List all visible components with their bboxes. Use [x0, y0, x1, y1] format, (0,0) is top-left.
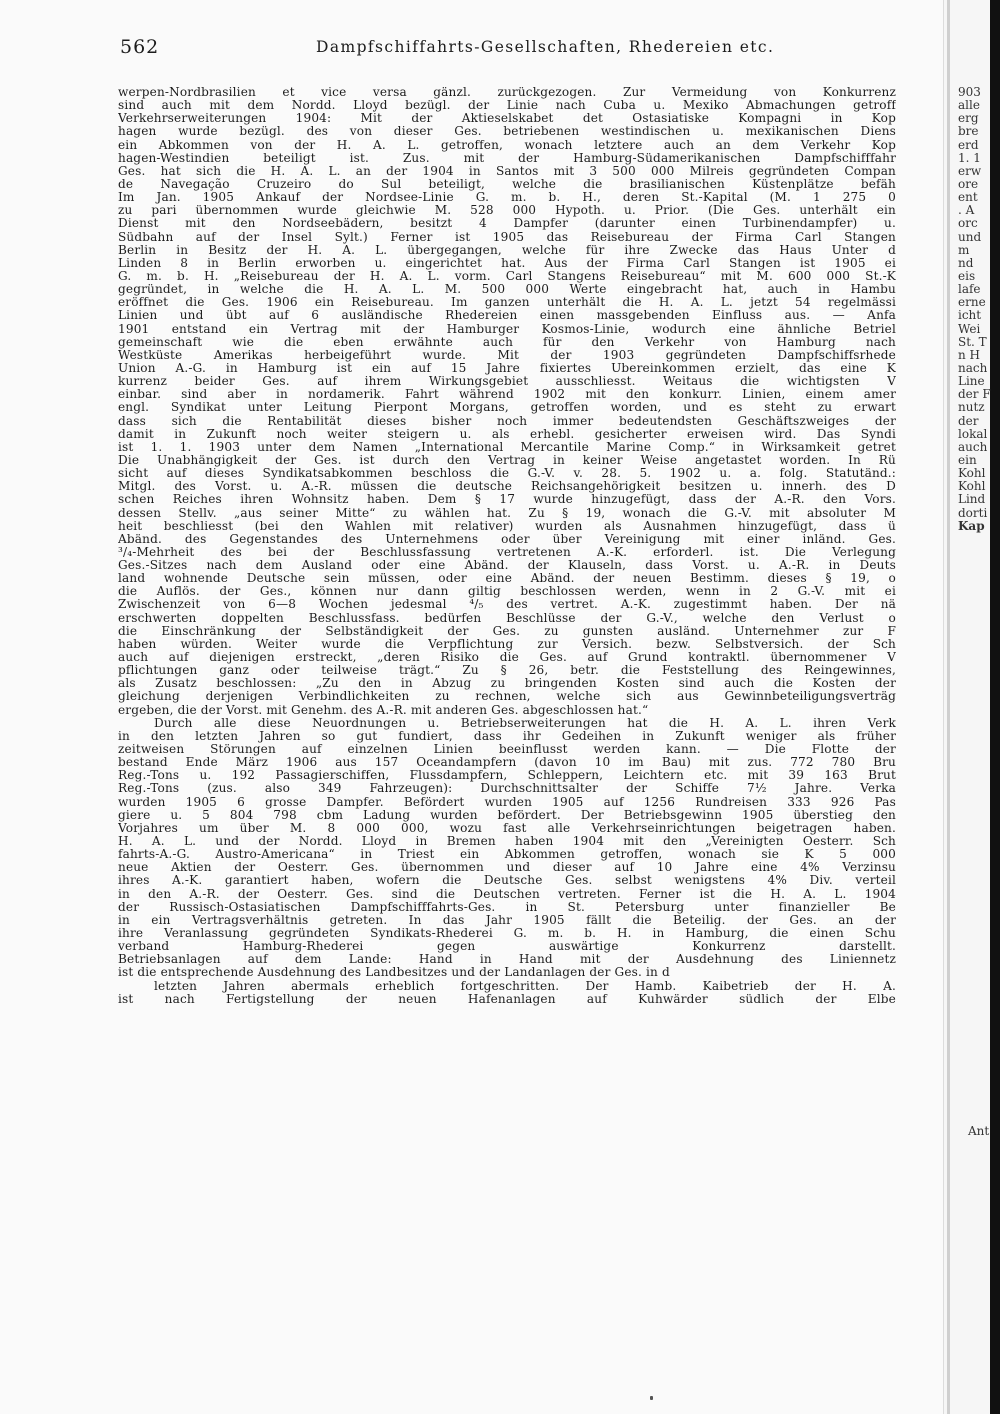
margin-fragment-line: alle — [958, 99, 980, 113]
text-line: Dienst mit den Nordseebädern, besitzt 4 Dampfer (darunter einen Turbinendampfer) u. — [118, 217, 896, 231]
margin-fragment-line: auch — [958, 440, 988, 454]
text-line: Linden 8 in Berlin erworben u. eingerichtet hat. Aus der Firma Carl Stangen ist 1905 ei — [118, 256, 896, 270]
text-line: ihre Veranlassung gegründeten Syndikats-Rhederei G. m. b. H. in Hamburg, die einen Schu — [118, 927, 896, 940]
margin-fragment-line: nutz — [958, 401, 985, 415]
text-line: in den A.-R. der Oesterr. Ges. sind die Deutschen vertreten. Ferner ist die H. A. L. 1904 — [118, 887, 896, 901]
text-line: de Navegação Cruzeiro do Sul beteiligt, welche die brasilianischen Küstenplätze befäh — [118, 177, 896, 191]
text-line: werpen-Nordbrasilien et vice versa gänzl. zurückgezogen. Zur Vermeidung von Konkurrenz — [118, 86, 896, 99]
text-line: 1901 entstand ein Vertrag mit der Hamburger Kosmos-Linie, wodurch eine ähnliche Betriel — [118, 322, 896, 336]
text-line: schen Reiches ihren Wohnsitz haben. Dem § 17 wurde hinzugefügt, dass der A.-R. den Vors. — [118, 493, 896, 507]
text-line: verband Hamburg-Rhederei gegen auswärtige Konkurrenz darstellt. — [118, 940, 896, 954]
margin-fragment-line: Line — [958, 375, 985, 389]
adjacent-page-fragment-bottom: Ant — [968, 1124, 990, 1138]
gutter-line — [947, 0, 950, 1414]
text-line: Westküste Amerikas herbeigeführt wurde. Mit der 1903 gegründeten Dampfschiffsrhede — [118, 348, 896, 362]
margin-fragment-line: und — [958, 230, 982, 244]
margin-fragment-line: 1. 1 — [958, 151, 981, 165]
text-line: ein Abkommen von der H. A. L. getroffen, wonach letztere auch an dem Verkehr Kop — [118, 138, 896, 152]
text-line: zeitweisen Störungen auf einzelnen Linien beeinflusst werden kann. — Die Flotte der — [118, 743, 896, 757]
text-line: heit beschliesst (bei den Wahlen mit relativer) wurden als Ausnahmen hinzugefügt, dass ü — [118, 519, 896, 533]
print-speck — [650, 1396, 653, 1400]
text-line: Durch alle diese Neuordnungen u. Betriebserweiterungen hat die H. A. L. ihren Verk — [154, 716, 896, 730]
margin-fragment-line: ein — [958, 453, 977, 467]
text-line: neue Aktien der Oesterr. Ges. übernommen und dieser auf 10 Jahre eine 4% Verzinsu — [118, 861, 896, 875]
text-line: gemeinschaft wie die eben erwähnte auch für den Verkehr von Hamburg nach — [118, 335, 896, 349]
margin-fragment-line: erw — [958, 164, 982, 178]
margin-fragment-line: der F — [958, 388, 991, 402]
text-line: die Einschränkung der Selbständigkeit der Ges. zu gunsten ausländ. Unternehmer zur F — [118, 624, 896, 638]
margin-fragment-line: 903 — [958, 86, 981, 99]
text-line: land wohnende Deutsche sein müssen, oder eine Abänd. der neuen Bestimm. dieses § 19, o — [118, 572, 896, 586]
text-line: Berlin in Besitz der H. A. L. übergegangen, welche für ihre Zwecke das Haus Unter d — [118, 243, 896, 257]
margin-fragment-line: nach — [958, 361, 988, 375]
text-line: haben würden. Weiter wurde die Verpflichtung zur Versich. bezw. Selbstversich. der Sch — [118, 637, 896, 651]
text-line: Vorjahres um über M. 8 000 000, wozu fast alle Verkehrseinrichtungen beigetragen haben. — [118, 821, 896, 835]
text-line: der Russisch-Ostasiatischen Dampfschifffahrts-Ges. in St. Petersburg unter finanzieller Be — [118, 900, 896, 914]
margin-fragment-line: Wei — [958, 322, 981, 336]
text-line: gegründet, in welche die H. A. L. M. 500 000 Werte eingebracht hat, auch in Hambu — [118, 283, 896, 297]
text-line: letzten Jahren abermals erheblich fortgeschritten. Der Hamb. Kaibetrieb der H. A. — [154, 979, 896, 993]
text-line: engl. Syndikat unter Leitung Pierpont Morgans, getroffen worden, und es steht zu erwart — [118, 401, 896, 415]
text-line: ist 1. 1. 1903 unter dem Namen „International Mercantile Marine Comp.“ in Wirksamkeit getret — [118, 440, 896, 454]
text-line: Zwischenzeit von 6—8 Wochen jedesmal ⁴/₅ des vertret. A.-K. zugestimmt haben. Der nä — [118, 598, 896, 612]
margin-fragment-line: eis — [958, 269, 976, 283]
text-line: hagen wurde bezügl. des von dieser Ges. betriebenen westindischen u. mexikanischen Diens — [118, 125, 896, 139]
text-line: die Auflös. der Ges., können nur dann giltig beschlossen werden, wenn in 2 G.-V. mit ei — [118, 585, 896, 599]
margin-fragment-line: Kohl — [958, 467, 986, 481]
margin-fragment-line: Kap — [958, 519, 985, 533]
margin-fragment-line: lokal — [958, 427, 988, 441]
text-line: ³/₄-Mehrheit des bei der Beschlussfassung vertretenen A.-K. erforderl. ist. Die Verlegung — [118, 545, 896, 559]
text-line: hagen-Westindien beteiligt ist. Zus. mit der Hamburg-Südamerikanischen Dampfschifffahr — [118, 151, 896, 165]
text-line: eröffnet die Ges. 1906 ein Reisebureau. Im ganzen unterhält die H. A. L. jetzt 54 regelmässi — [118, 296, 896, 310]
margin-fragment-line: nd — [958, 256, 974, 270]
text-line: Ges.-Sitzes nach dem Ausland oder eine Abänd. der Klauseln, dass Vorst. u. A.-R. in Deuts — [118, 559, 896, 573]
text-line: auch auf diejenigen erstreckt, „deren Risiko die Ges. auf Grund kontraktl. übernommener V — [118, 651, 896, 665]
text-line: ist nach Fertigstellung der neuen Hafenanlagen auf Kuhwärder südlich der Elbe — [118, 992, 896, 1006]
margin-fragment-line: n H — [958, 348, 981, 362]
text-line: dass sich die Rentabilität dieses bisher noch immer bedeutendsten Geschäftszweiges der — [118, 414, 896, 428]
text-line: erschwerten doppelten Beschlussfass. bedürfen Beschlüsse der G.-V., welche den Verlust o — [118, 611, 896, 625]
text-line: sind auch mit dem Nordd. Lloyd bezügl. der Linie nach Cuba u. Mexiko Abmachungen getroff — [118, 99, 896, 113]
text-line: ihres A.-K. garantiert haben, wofern die Deutsche Ges. selbst wenigstens 4% Div. verteil — [118, 874, 896, 888]
text-line: als Zusatz beschlossen: „Zu den in Abzug zu bringenden Kosten sind auch die Kosten der — [118, 677, 896, 691]
text-line: zu pari übernommen wurde gleichwie M. 528 000 Hypoth. u. Prior. (Die Ges. unterhält ein — [118, 204, 896, 218]
body-text — [118, 86, 896, 1006]
page-header — [120, 36, 890, 66]
text-line: in den letzten Jahren so gut fundiert, dass ihr Gedeihen in Zukunft weniger als früher — [118, 729, 896, 743]
text-line: Betriebsanlagen auf dem Lande: Hand in Hand mit der Ausdehnung des Liniennetz — [118, 953, 896, 967]
text-line: kurrenz beider Ges. auf ihrem Wirkungsgebiet ausschliesst. Weitaus die wichtigsten V — [118, 375, 896, 389]
margin-fragment-line: erg — [958, 112, 979, 126]
text-line: Union A.-G. in Hamburg ist ein auf 15 Jahre fixiertes Übereinkommen erzielt, das eine K — [118, 361, 896, 375]
running-title: Dampfschiffahrts-Gesellschaften, Rhedereien etc. — [316, 38, 775, 56]
text-line: fahrts-A.-G. Austro-Americana“ in Triest ein Abkommen getroffen, wonach sie K 5 000 — [118, 848, 896, 862]
text-line: Südbahn auf der Insel Sylt.) Ferner ist 1905 das Reisebureau der Firma Carl Stangen — [118, 230, 896, 244]
text-line: Im Jan. 1905 Ankauf der Nordsee-Linie G. m. b. H., deren St.-Kapital (M. 1 275 0 — [118, 191, 896, 205]
text-line: dessen Stellv. „aus seiner Mitte“ zu wählen hat. Zu § 19, wonach die G.-V. mit absoluter M — [118, 506, 896, 520]
margin-fragment-line: erd — [958, 138, 979, 152]
text-line: H. A. L. und der Nordd. Lloyd in Bremen haben 1904 mit den „Vereinigten Oesterr. Sch — [118, 835, 896, 849]
margin-fragment-line: der — [958, 414, 979, 428]
margin-fragment-line: Kohl — [958, 480, 986, 494]
text-line: bestand Ende März 1906 aus 157 Oceandampfern (davon 10 im Bau) mit zus. 772 780 Bru — [118, 756, 896, 770]
text-line: Ges. hat sich die H. A. L. an der 1904 in Santos mit 3 500 000 Milreis gegründeten Compan — [118, 164, 896, 178]
text-line: ergeben, die der Vorst. mit Genehm. des A.-R. mit anderen Ges. abgeschlossen hat.“ — [118, 703, 649, 717]
margin-fragment-line: ore — [958, 177, 979, 191]
text-line: G. m. b. H. „Reisebureau der H. A. L. vorm. Carl Stangens Reisebureau“ mit M. 600 000 St.-K — [118, 269, 896, 283]
margin-fragment-line: ent — [958, 191, 978, 205]
text-line: ist die entsprechende Ausdehnung des Landbesitzes und der Landanlagen der Ges. in d — [118, 966, 670, 980]
adjacent-page-fragment — [958, 86, 1000, 533]
margin-fragment-line: icht — [958, 309, 982, 323]
text-line: giere u. 5 804 798 cbm Ladung wurden befördert. Der Betriebsgewinn 1905 überstieg den — [118, 808, 896, 822]
page-number: 562 — [120, 36, 160, 58]
margin-fragment-line: Lind — [958, 493, 986, 507]
margin-fragment-line: lafe — [958, 283, 981, 297]
text-line: Die Unabhängigkeit der Ges. ist durch den Vertrag in keiner Weise angetastet worden. In Rü — [118, 453, 896, 467]
margin-fragment-line: bre — [958, 125, 979, 139]
margin-fragment-line: orc — [958, 217, 978, 231]
margin-fragment-line: . A — [958, 204, 975, 218]
text-line: wurden 1905 6 grosse Dampfer. Befördert wurden 1905 auf 1256 Rundreisen 333 926 Pas — [118, 795, 896, 809]
margin-fragment-line: erne — [958, 296, 986, 310]
text-line: Mitgl. des Vorst. u. A.-R. müssen die deutsche Reichsangehörigkeit besitzen u. innerh. des D — [118, 480, 896, 494]
text-line: gleichung derjenigen Verbindlichkeiten zu rechnen, welche sich aus Gewinnbeteiligungsverträg — [118, 690, 896, 704]
margin-fragment-line: St. T — [958, 335, 987, 349]
text-line: einbar. sind aber in nordamerik. Fahrt während 1902 mit den konkurr. Linien, einem amer — [118, 388, 896, 402]
text-line: Abänd. des Gegenstandes des Unternehmens oder über Vereinigung mit einer inländ. Ges. — [118, 532, 896, 546]
text-line: Reg.-Tons u. 192 Passagierschiffen, Flussdampfern, Schleppern, Leichtern etc. mit 39 163 Brut — [118, 769, 896, 783]
margin-fragment-line: m — [958, 243, 970, 257]
text-line: sicht auf dieses Syndikatsabkommen beschloss die G.-V. v. 28. 5. 1902 u. a. folg. Statutänd.: — [118, 467, 896, 481]
text-line: Linien und übt auf 6 ausländische Rhedereien einen massgebenden Einfluss aus. — Anfa — [118, 309, 896, 323]
text-line: damit in Zukunft noch weiter steigern u. als erhebl. gesicherter erweisen wird. Das Syndi — [118, 427, 896, 441]
margin-fragment-line: dorti — [958, 506, 988, 520]
text-line: pflichtungen ganz oder teilweise trägt.“ Zu § 26, betr. die Feststellung des Reingewinnes, — [118, 664, 896, 678]
text-line: in ein Vertragsverhältnis getreten. In das Jahr 1905 fällt die Beteilig. der Ges. an der — [118, 913, 896, 927]
text-line: Reg.-Tons (zus. also 349 Fahrzeugen): Durchschnittsalter der Schiffe 7½ Jahre. Verka — [118, 782, 896, 796]
text-line: Verkehrserweiterungen 1904: Mit der Aktieselskabet det Ostasiatiske Kompagni in Kop — [118, 112, 896, 126]
